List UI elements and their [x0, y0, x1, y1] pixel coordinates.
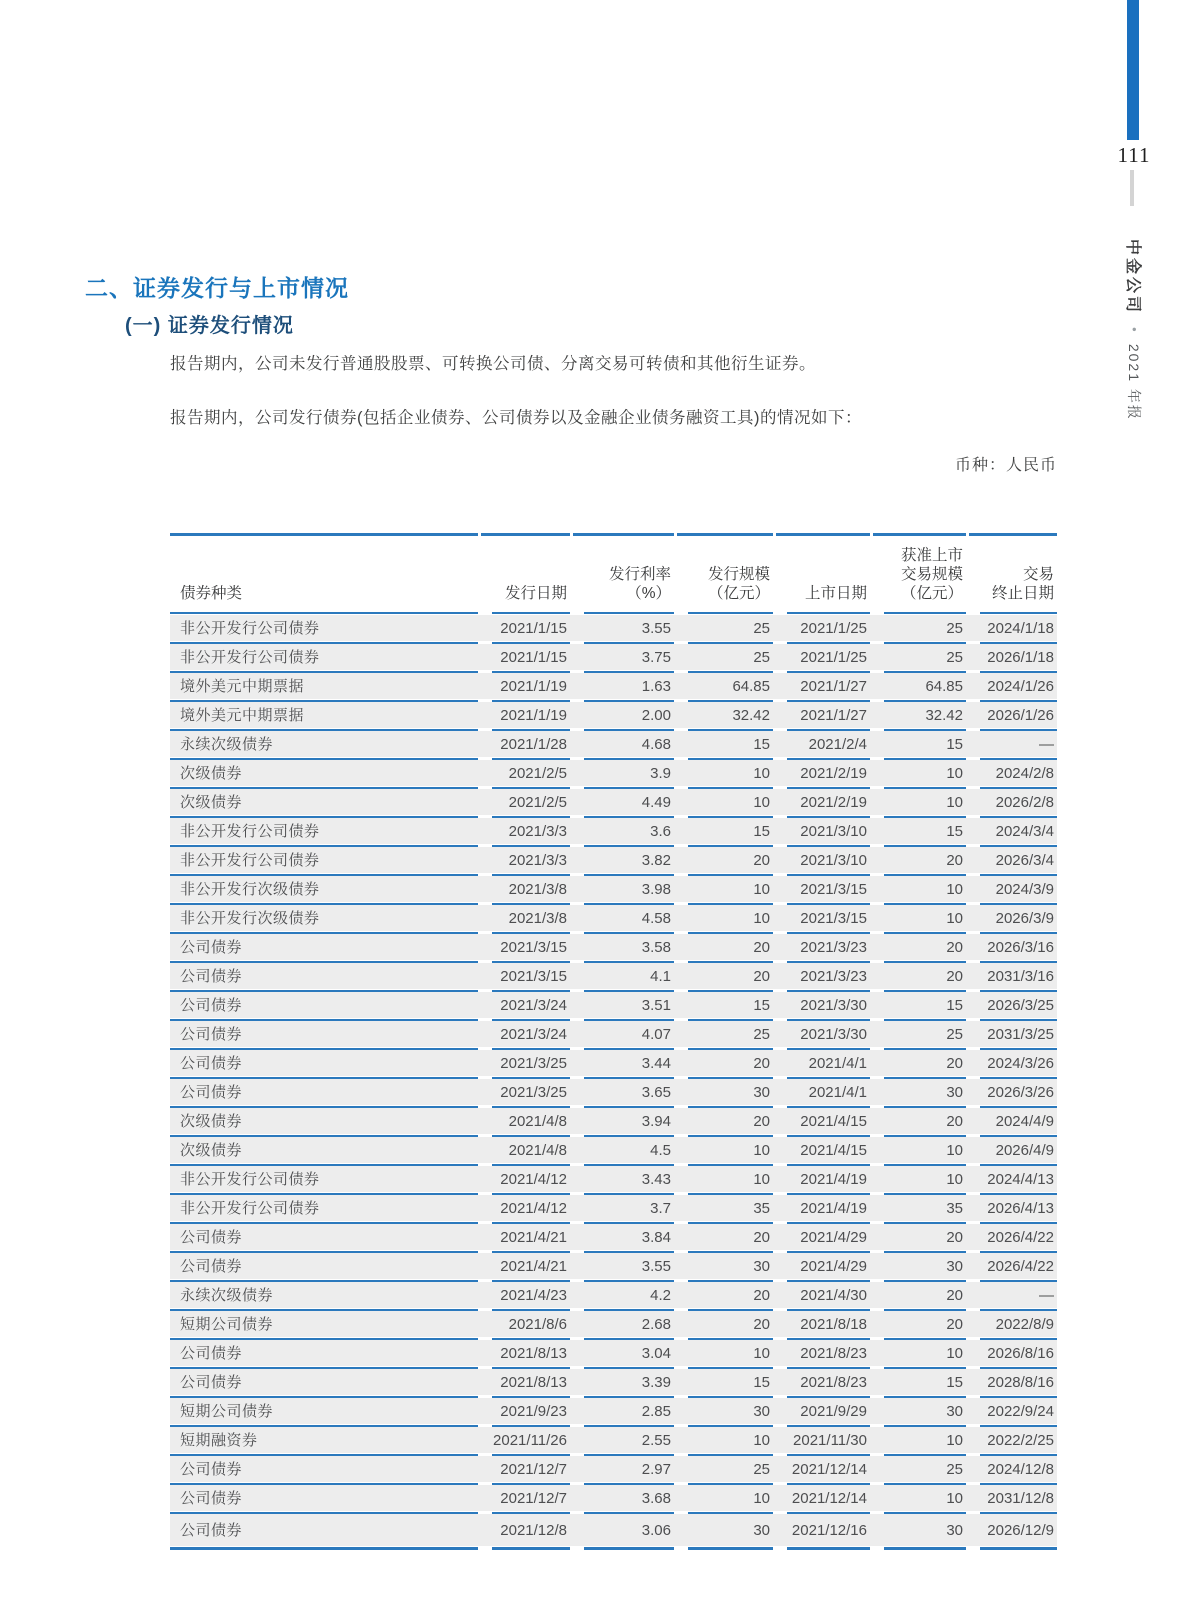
cell-bond-type: 非公开发行公司债券: [170, 1166, 478, 1195]
cell-listing-date: 2021/1/27: [773, 702, 870, 731]
cell-issue-rate: 3.58: [570, 934, 674, 963]
table-row: [170, 615, 1057, 644]
cell-issue-size: 10: [674, 1137, 773, 1166]
cell-termination-date: —: [966, 1282, 1057, 1311]
cell-bond-type: 公司债券: [170, 1369, 478, 1398]
cell-issue-date: 2021/3/25: [478, 1050, 570, 1079]
cell-issue-date: 2021/1/19: [478, 673, 570, 702]
cell-listing-date: 2021/2/19: [773, 760, 870, 789]
cell-listing-date: 2021/3/10: [773, 847, 870, 876]
cell-issue-date: 2021/2/5: [478, 789, 570, 818]
cell-approved-size: 20: [870, 1050, 966, 1079]
table-row: [170, 1108, 1057, 1137]
section-heading: 二、证券发行与上市情况: [85, 275, 349, 301]
cell-termination-date: 2022/2/25: [966, 1427, 1057, 1456]
cell-issue-rate: 3.94: [570, 1108, 674, 1137]
header-issue-rate: 发行利率 （%）: [570, 533, 674, 615]
cell-issue-rate: 2.00: [570, 702, 674, 731]
cell-approved-size: 64.85: [870, 673, 966, 702]
cell-issue-date: 2021/12/7: [478, 1456, 570, 1485]
table-row: [170, 1456, 1057, 1485]
cell-termination-date: 2026/3/9: [966, 905, 1057, 934]
cell-issue-date: 2021/3/8: [478, 905, 570, 934]
cell-listing-date: 2021/8/23: [773, 1340, 870, 1369]
cell-issue-date: 2021/8/13: [478, 1369, 570, 1398]
header-approved-size: 获准上市 交易规模 （亿元）: [870, 533, 966, 615]
cell-termination-date: 2026/4/13: [966, 1195, 1057, 1224]
cell-bond-type: 次级债券: [170, 760, 478, 789]
table-row: [170, 1282, 1057, 1311]
cell-issue-date: 2021/4/21: [478, 1224, 570, 1253]
table-row: [170, 731, 1057, 760]
cell-issue-rate: 3.75: [570, 644, 674, 673]
cell-listing-date: 2021/3/15: [773, 876, 870, 905]
cell-termination-date: 2026/2/8: [966, 789, 1057, 818]
cell-bond-type: 公司债券: [170, 934, 478, 963]
cell-issue-rate: 3.43: [570, 1166, 674, 1195]
cell-issue-date: 2021/1/19: [478, 702, 570, 731]
cell-approved-size: 35: [870, 1195, 966, 1224]
table-row: [170, 1514, 1057, 1550]
currency-note: 币种：人民币: [954, 457, 1057, 474]
cell-termination-date: 2026/8/16: [966, 1340, 1057, 1369]
cell-bond-type: 非公开发行次级债券: [170, 905, 478, 934]
subsection-heading: (一) 证券发行情况: [125, 315, 294, 337]
cell-issue-date: 2021/4/23: [478, 1282, 570, 1311]
cell-bond-type: 非公开发行公司债券: [170, 1195, 478, 1224]
cell-listing-date: 2021/4/19: [773, 1166, 870, 1195]
cell-listing-date: 2021/3/23: [773, 934, 870, 963]
cell-issue-rate: 3.06: [570, 1514, 674, 1550]
cell-termination-date: 2026/4/9: [966, 1137, 1057, 1166]
cell-listing-date: 2021/4/29: [773, 1253, 870, 1282]
cell-issue-date: 2021/3/8: [478, 876, 570, 905]
cell-issue-rate: 4.1: [570, 963, 674, 992]
cell-issue-size: 25: [674, 644, 773, 673]
cell-listing-date: 2021/3/30: [773, 992, 870, 1021]
cell-issue-size: 20: [674, 1311, 773, 1340]
cell-termination-date: 2026/12/9: [966, 1514, 1057, 1550]
cell-approved-size: 25: [870, 1021, 966, 1050]
cell-termination-date: 2026/3/26: [966, 1079, 1057, 1108]
cell-approved-size: 32.42: [870, 702, 966, 731]
accent-bar: [1127, 0, 1139, 140]
cell-approved-size: 10: [870, 905, 966, 934]
cell-issue-size: 10: [674, 1166, 773, 1195]
cell-issue-date: 2021/4/12: [478, 1195, 570, 1224]
spine-text: [1123, 239, 1146, 421]
cell-bond-type: 公司债券: [170, 1021, 478, 1050]
cell-termination-date: 2024/12/8: [966, 1456, 1057, 1485]
spine-company: 中金公司: [1124, 239, 1141, 316]
bond-issuance-table-wrap: [170, 533, 1057, 1550]
cell-termination-date: 2028/8/16: [966, 1369, 1057, 1398]
cell-bond-type: 永续次级债券: [170, 1282, 478, 1311]
cell-approved-size: 30: [870, 1398, 966, 1427]
cell-issue-size: 15: [674, 731, 773, 760]
cell-issue-size: 20: [674, 934, 773, 963]
cell-bond-type: 公司债券: [170, 963, 478, 992]
table-row: [170, 1485, 1057, 1514]
cell-termination-date: 2024/3/26: [966, 1050, 1057, 1079]
cell-issue-rate: 4.49: [570, 789, 674, 818]
cell-bond-type: 永续次级债券: [170, 731, 478, 760]
table-row: [170, 789, 1057, 818]
header-listing-date: 上市日期: [773, 533, 870, 615]
cell-listing-date: 2021/12/14: [773, 1485, 870, 1514]
cell-approved-size: 10: [870, 789, 966, 818]
cell-issue-size: 30: [674, 1079, 773, 1108]
table-row: [170, 1340, 1057, 1369]
table-row: [170, 1398, 1057, 1427]
cell-bond-type: 公司债券: [170, 1050, 478, 1079]
cell-bond-type: 非公开发行公司债券: [170, 847, 478, 876]
cell-termination-date: 2024/2/8: [966, 760, 1057, 789]
paragraph-no-equity-issuance: 报告期内，公司未发行普通股股票、可转换公司债、分离交易可转债和其他衍生证券。: [170, 355, 816, 373]
cell-bond-type: 非公开发行公司债券: [170, 818, 478, 847]
cell-listing-date: 2021/3/15: [773, 905, 870, 934]
cell-termination-date: 2024/1/18: [966, 615, 1057, 644]
cell-issue-rate: 1.63: [570, 673, 674, 702]
header-issue-size: 发行规模 （亿元）: [674, 533, 773, 615]
cell-issue-rate: 4.2: [570, 1282, 674, 1311]
cell-issue-size: 35: [674, 1195, 773, 1224]
cell-issue-date: 2021/12/7: [478, 1485, 570, 1514]
cell-approved-size: 30: [870, 1079, 966, 1108]
table-row: [170, 818, 1057, 847]
cell-approved-size: 25: [870, 1456, 966, 1485]
cell-issue-rate: 3.55: [570, 615, 674, 644]
cell-listing-date: 2021/9/29: [773, 1398, 870, 1427]
cell-termination-date: 2031/3/25: [966, 1021, 1057, 1050]
table-row: [170, 760, 1057, 789]
cell-issue-size: 10: [674, 1485, 773, 1514]
cell-approved-size: 15: [870, 818, 966, 847]
cell-termination-date: 2026/1/26: [966, 702, 1057, 731]
cell-termination-date: 2022/8/9: [966, 1311, 1057, 1340]
cell-listing-date: 2021/11/30: [773, 1427, 870, 1456]
cell-bond-type: 公司债券: [170, 1079, 478, 1108]
cell-listing-date: 2021/2/4: [773, 731, 870, 760]
cell-bond-type: 公司债券: [170, 1340, 478, 1369]
cell-issue-date: 2021/11/26: [478, 1427, 570, 1456]
table-row: [170, 992, 1057, 1021]
page-number: 111: [1117, 143, 1151, 167]
cell-termination-date: 2022/9/24: [966, 1398, 1057, 1427]
table-row: [170, 1079, 1057, 1108]
cell-issue-rate: 3.7: [570, 1195, 674, 1224]
table-row: [170, 1224, 1057, 1253]
cell-bond-type: 非公开发行次级债券: [170, 876, 478, 905]
cell-issue-size: 25: [674, 1456, 773, 1485]
cell-listing-date: 2021/3/10: [773, 818, 870, 847]
cell-issue-date: 2021/3/15: [478, 934, 570, 963]
cell-bond-type: 公司债券: [170, 1224, 478, 1253]
cell-issue-size: 64.85: [674, 673, 773, 702]
cell-bond-type: 短期融资券: [170, 1427, 478, 1456]
cell-issue-size: 10: [674, 789, 773, 818]
cell-listing-date: 2021/1/25: [773, 615, 870, 644]
cell-approved-size: 10: [870, 1485, 966, 1514]
cell-approved-size: 20: [870, 847, 966, 876]
table-row: [170, 934, 1057, 963]
cell-issue-size: 10: [674, 876, 773, 905]
cell-issue-date: 2021/9/23: [478, 1398, 570, 1427]
cell-bond-type: 次级债券: [170, 1108, 478, 1137]
cell-bond-type: 次级债券: [170, 1137, 478, 1166]
cell-approved-size: 30: [870, 1514, 966, 1550]
cell-listing-date: 2021/3/23: [773, 963, 870, 992]
bond-issuance-table: [170, 533, 1057, 1550]
cell-issue-size: 10: [674, 760, 773, 789]
cell-bond-type: 公司债券: [170, 1456, 478, 1485]
table-row: [170, 905, 1057, 934]
cell-issue-size: 32.42: [674, 702, 773, 731]
table-row: [170, 1253, 1057, 1282]
cell-issue-size: 20: [674, 1224, 773, 1253]
cell-issue-size: 20: [674, 1282, 773, 1311]
cell-approved-size: 20: [870, 1282, 966, 1311]
cell-issue-size: 15: [674, 992, 773, 1021]
table-row: [170, 1166, 1057, 1195]
cell-listing-date: 2021/4/19: [773, 1195, 870, 1224]
cell-issue-rate: 4.5: [570, 1137, 674, 1166]
cell-bond-type: 非公开发行公司债券: [170, 644, 478, 673]
cell-issue-date: 2021/3/25: [478, 1079, 570, 1108]
cell-issue-rate: 2.68: [570, 1311, 674, 1340]
cell-approved-size: 10: [870, 1137, 966, 1166]
cell-bond-type: 短期公司债券: [170, 1311, 478, 1340]
cell-termination-date: 2024/4/9: [966, 1108, 1057, 1137]
cell-issue-rate: 2.55: [570, 1427, 674, 1456]
cell-termination-date: 2026/3/25: [966, 992, 1057, 1021]
cell-bond-type: 境外美元中期票据: [170, 702, 478, 731]
cell-issue-date: 2021/4/8: [478, 1108, 570, 1137]
cell-listing-date: 2021/1/25: [773, 644, 870, 673]
cell-issue-date: 2021/1/15: [478, 615, 570, 644]
cell-termination-date: 2031/3/16: [966, 963, 1057, 992]
table-row: [170, 1427, 1057, 1456]
cell-listing-date: 2021/4/15: [773, 1137, 870, 1166]
cell-issue-rate: 3.55: [570, 1253, 674, 1282]
cell-issue-rate: 3.9: [570, 760, 674, 789]
cell-bond-type: 非公开发行公司债券: [170, 615, 478, 644]
cell-bond-type: 境外美元中期票据: [170, 673, 478, 702]
cell-listing-date: 2021/4/1: [773, 1079, 870, 1108]
table-row: [170, 1050, 1057, 1079]
cell-issue-date: 2021/4/8: [478, 1137, 570, 1166]
cell-issue-rate: 3.04: [570, 1340, 674, 1369]
cell-issue-rate: 3.51: [570, 992, 674, 1021]
cell-issue-date: 2021/3/3: [478, 847, 570, 876]
cell-issue-rate: 3.39: [570, 1369, 674, 1398]
cell-issue-date: 2021/2/5: [478, 760, 570, 789]
table-row: [170, 1195, 1057, 1224]
cell-termination-date: 2026/3/4: [966, 847, 1057, 876]
table-row: [170, 847, 1057, 876]
cell-issue-rate: 2.97: [570, 1456, 674, 1485]
cell-issue-size: 25: [674, 1021, 773, 1050]
header-issue-date: 发行日期: [478, 533, 570, 615]
cell-termination-date: 2024/3/9: [966, 876, 1057, 905]
cell-termination-date: 2026/4/22: [966, 1224, 1057, 1253]
cell-issue-size: 30: [674, 1514, 773, 1550]
cell-listing-date: 2021/12/14: [773, 1456, 870, 1485]
cell-issue-size: 30: [674, 1398, 773, 1427]
cell-issue-rate: 4.07: [570, 1021, 674, 1050]
cell-approved-size: 20: [870, 963, 966, 992]
spine-bullet-icon: ●: [1130, 327, 1139, 332]
cell-issue-size: 20: [674, 847, 773, 876]
cell-approved-size: 25: [870, 644, 966, 673]
cell-approved-size: 20: [870, 1311, 966, 1340]
cell-approved-size: 20: [870, 934, 966, 963]
cell-issue-size: 20: [674, 963, 773, 992]
cell-approved-size: 25: [870, 615, 966, 644]
cell-bond-type: 短期公司债券: [170, 1398, 478, 1427]
cell-termination-date: 2026/4/22: [966, 1253, 1057, 1282]
cell-approved-size: 15: [870, 992, 966, 1021]
cell-issue-size: 15: [674, 1369, 773, 1398]
cell-issue-rate: 3.6: [570, 818, 674, 847]
cell-issue-date: 2021/3/24: [478, 992, 570, 1021]
cell-listing-date: 2021/2/19: [773, 789, 870, 818]
table-header-row: [170, 533, 1057, 615]
cell-termination-date: 2024/4/13: [966, 1166, 1057, 1195]
cell-bond-type: 公司债券: [170, 1253, 478, 1282]
page-number-divider: [1130, 170, 1134, 206]
header-bond-type: 债券种类: [170, 533, 478, 615]
table-row: [170, 673, 1057, 702]
table-header: [170, 533, 1057, 615]
cell-issue-size: 10: [674, 1340, 773, 1369]
cell-issue-date: 2021/1/28: [478, 731, 570, 760]
cell-issue-date: 2021/3/24: [478, 1021, 570, 1050]
cell-termination-date: —: [966, 731, 1057, 760]
cell-approved-size: 15: [870, 1369, 966, 1398]
cell-issue-date: 2021/8/13: [478, 1340, 570, 1369]
cell-issue-date: 2021/4/12: [478, 1166, 570, 1195]
cell-issue-date: 2021/4/21: [478, 1253, 570, 1282]
cell-listing-date: 2021/4/1: [773, 1050, 870, 1079]
cell-issue-size: 20: [674, 1108, 773, 1137]
cell-issue-date: 2021/8/6: [478, 1311, 570, 1340]
cell-approved-size: 10: [870, 1166, 966, 1195]
cell-approved-size: 30: [870, 1253, 966, 1282]
cell-listing-date: 2021/4/29: [773, 1224, 870, 1253]
cell-issue-size: 25: [674, 615, 773, 644]
cell-termination-date: 2026/3/16: [966, 934, 1057, 963]
cell-issue-date: 2021/3/3: [478, 818, 570, 847]
cell-issue-size: 10: [674, 1427, 773, 1456]
cell-termination-date: 2024/3/4: [966, 818, 1057, 847]
cell-issue-rate: 4.58: [570, 905, 674, 934]
table-row: [170, 1369, 1057, 1398]
paragraph-bond-issuance-intro: 报告期内，公司发行债券(包括企业债券、公司债券以及金融企业债务融资工具)的情况如下：: [170, 409, 862, 427]
cell-approved-size: 10: [870, 1340, 966, 1369]
cell-issue-rate: 3.84: [570, 1224, 674, 1253]
cell-approved-size: 10: [870, 1427, 966, 1456]
table-row: [170, 644, 1057, 673]
header-termination-date: 交易 终止日期: [966, 533, 1057, 615]
cell-approved-size: 20: [870, 1108, 966, 1137]
table-row: [170, 1021, 1057, 1050]
table-row: [170, 1137, 1057, 1166]
spine-edition: 2021 年报: [1126, 343, 1143, 421]
table-row: [170, 963, 1057, 992]
cell-issue-date: 2021/3/15: [478, 963, 570, 992]
cell-listing-date: 2021/1/27: [773, 673, 870, 702]
cell-approved-size: 20: [870, 1224, 966, 1253]
cell-approved-size: 15: [870, 731, 966, 760]
cell-listing-date: 2021/4/15: [773, 1108, 870, 1137]
cell-termination-date: 2031/12/8: [966, 1485, 1057, 1514]
cell-listing-date: 2021/8/18: [773, 1311, 870, 1340]
table-row: [170, 702, 1057, 731]
cell-approved-size: 10: [870, 760, 966, 789]
cell-termination-date: 2026/1/18: [966, 644, 1057, 673]
cell-bond-type: 次级债券: [170, 789, 478, 818]
cell-issue-rate: 3.65: [570, 1079, 674, 1108]
cell-bond-type: 公司债券: [170, 1485, 478, 1514]
cell-issue-date: 2021/1/15: [478, 644, 570, 673]
cell-bond-type: 公司债券: [170, 1514, 478, 1550]
cell-termination-date: 2024/1/26: [966, 673, 1057, 702]
cell-listing-date: 2021/12/16: [773, 1514, 870, 1550]
cell-issue-size: 20: [674, 1050, 773, 1079]
cell-listing-date: 2021/8/23: [773, 1369, 870, 1398]
cell-issue-size: 10: [674, 905, 773, 934]
cell-bond-type: 公司债券: [170, 992, 478, 1021]
cell-listing-date: 2021/4/30: [773, 1282, 870, 1311]
cell-issue-date: 2021/12/8: [478, 1514, 570, 1550]
cell-issue-rate: 3.98: [570, 876, 674, 905]
cell-issue-rate: 2.85: [570, 1398, 674, 1427]
table-body: [170, 615, 1057, 1550]
cell-listing-date: 2021/3/30: [773, 1021, 870, 1050]
cell-issue-rate: 3.82: [570, 847, 674, 876]
cell-issue-rate: 3.44: [570, 1050, 674, 1079]
table-row: [170, 1311, 1057, 1340]
cell-issue-size: 15: [674, 818, 773, 847]
cell-issue-rate: 4.68: [570, 731, 674, 760]
cell-issue-rate: 3.68: [570, 1485, 674, 1514]
cell-issue-size: 30: [674, 1253, 773, 1282]
cell-approved-size: 10: [870, 876, 966, 905]
table-row: [170, 876, 1057, 905]
